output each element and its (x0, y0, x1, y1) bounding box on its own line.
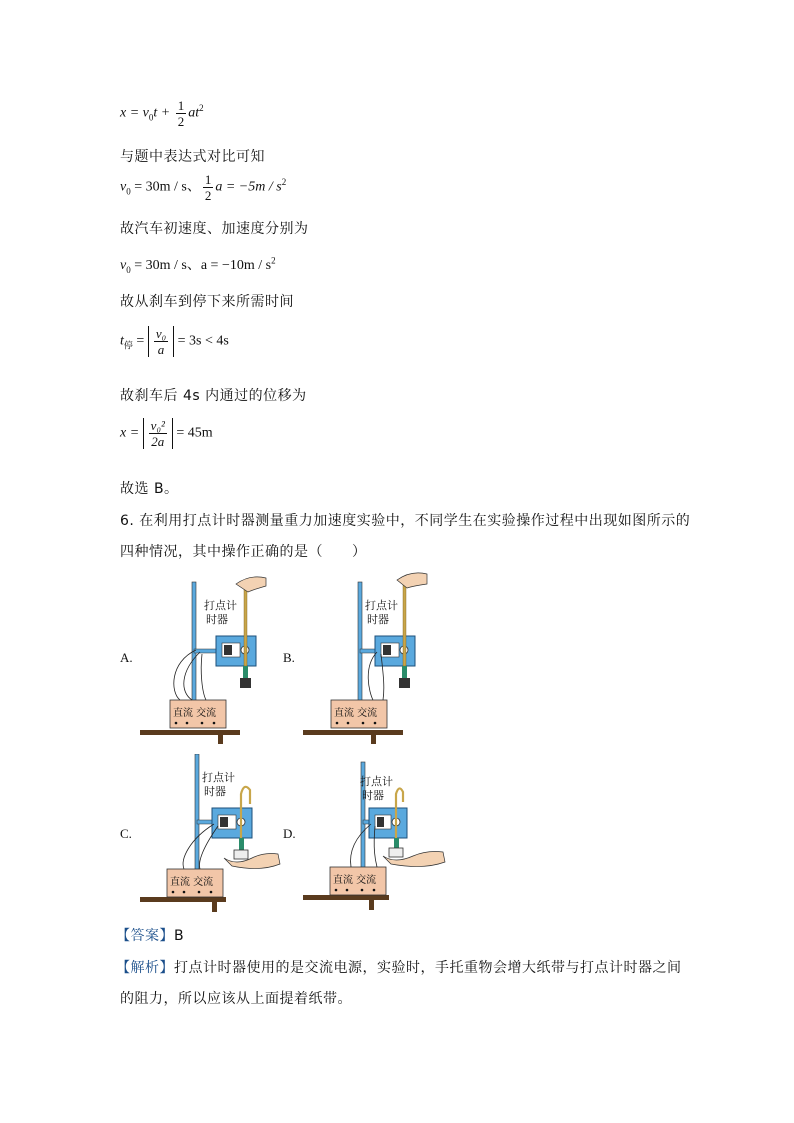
equation-result (120, 418, 213, 449)
eq2-v: v (120, 179, 127, 195)
eq2-sup: 2 (281, 177, 287, 188)
eq5-den: 2a (151, 434, 165, 449)
apparatus-d-diagram (303, 754, 453, 916)
figure-c (140, 754, 290, 916)
eq2-den: 2 (204, 188, 212, 203)
option-b-label: B. (283, 650, 295, 665)
supply-label-c: 直流 交流 (170, 877, 214, 888)
eq2-sub: 0 (126, 186, 131, 197)
apparatus-c-diagram (140, 754, 290, 916)
figure-a (140, 572, 270, 744)
eq2-b: = 30m / s、 (130, 179, 201, 195)
choice-text: 故选 B。 (120, 481, 179, 497)
eq1-fraction (176, 98, 187, 129)
eq1-den: 2 (177, 114, 185, 129)
figure-b (303, 572, 433, 744)
equation-values (120, 254, 276, 275)
timer-label-d-1: 打点计 (360, 775, 393, 788)
timer-label-d-2: 时器 (362, 789, 384, 802)
analysis-text-1: 打点计时器使用的是交流电源，实验时，手托重物会增大纸带与打点计时器之间 (174, 960, 682, 976)
eq4-num: v₀ (155, 326, 167, 341)
eq5-x: x = (120, 425, 143, 441)
eq1-sup: 2 (199, 103, 204, 114)
eq4-t: t (120, 333, 124, 349)
answer-value: B (174, 928, 185, 944)
initial-text: 故汽车初速度、加速度分别为 (120, 221, 309, 237)
figure-d (303, 754, 453, 916)
displacement-text: 故刹车后 4s 内通过的位移为 (120, 388, 307, 404)
option-a-label: A. (120, 650, 133, 665)
eq1-sub: 0 (148, 112, 154, 123)
eq3-sup: 2 (271, 255, 276, 266)
eq4-sub: 停 (123, 341, 133, 352)
timer-label-c-2: 时器 (204, 785, 226, 798)
eq4-eq: = (132, 333, 148, 349)
eq2-num: 1 (204, 172, 212, 187)
eq4-tail: = 3s < 4s (174, 333, 229, 349)
time-text: 故从刹车到停下来所需时间 (120, 294, 294, 310)
eq2-fraction (203, 172, 214, 203)
compare-text: 与题中表达式对比可知 (120, 149, 265, 165)
analysis-line-1 (116, 957, 682, 977)
timer-label-a-1: 打点计 (204, 599, 237, 612)
equation-displacement (120, 98, 204, 129)
apparatus-b-diagram (303, 572, 433, 744)
answer-tag: 【答案】 (116, 928, 174, 944)
eq5-abs (143, 418, 173, 449)
analysis-line-2: 的阻力，所以应该从上面提着纸带。 (120, 991, 352, 1007)
eq3-sub: 0 (126, 264, 131, 275)
eq3-b: = 30m / s、a = −10m / s (130, 258, 272, 273)
question-line-2: 四种情况，其中操作正确的是（ ） (120, 544, 367, 560)
equation-time (120, 326, 229, 357)
eq1-num: 1 (177, 98, 185, 113)
timer-label-c-1: 打点计 (202, 771, 235, 784)
eq4-abs (148, 326, 174, 357)
answer-line (116, 925, 184, 945)
supply-label-d: 直流 交流 (333, 875, 377, 886)
question-line-1: 6. 在利用打点计时器测量重力加速度实验中，不同学生在实验操作过程中出现如图所示的 (120, 513, 691, 529)
option-d-label: D. (283, 826, 296, 841)
eq5-tail: = 45m (172, 425, 213, 441)
apparatus-a-diagram (140, 572, 270, 744)
eq1-lhs: x = v (120, 105, 149, 121)
option-c-label: C. (120, 826, 132, 841)
eq4-den: a (157, 342, 165, 357)
eq2-c: a = −5m / s (215, 179, 282, 195)
eq1-mid: t + (153, 105, 171, 121)
timer-label-a-2: 时器 (206, 613, 228, 626)
equation-coeffs (120, 172, 286, 203)
supply-label-b: 直流 交流 (334, 708, 378, 719)
analysis-tag: 【解析】 (116, 960, 174, 976)
timer-label-b-2: 时器 (367, 613, 389, 626)
timer-label-b-1: 打点计 (365, 599, 398, 612)
supply-label-a: 直流 交流 (173, 708, 217, 719)
eq3-v: v (120, 258, 127, 273)
eq1-tail: at (188, 105, 200, 121)
eq5-num: v₀² (150, 418, 165, 433)
